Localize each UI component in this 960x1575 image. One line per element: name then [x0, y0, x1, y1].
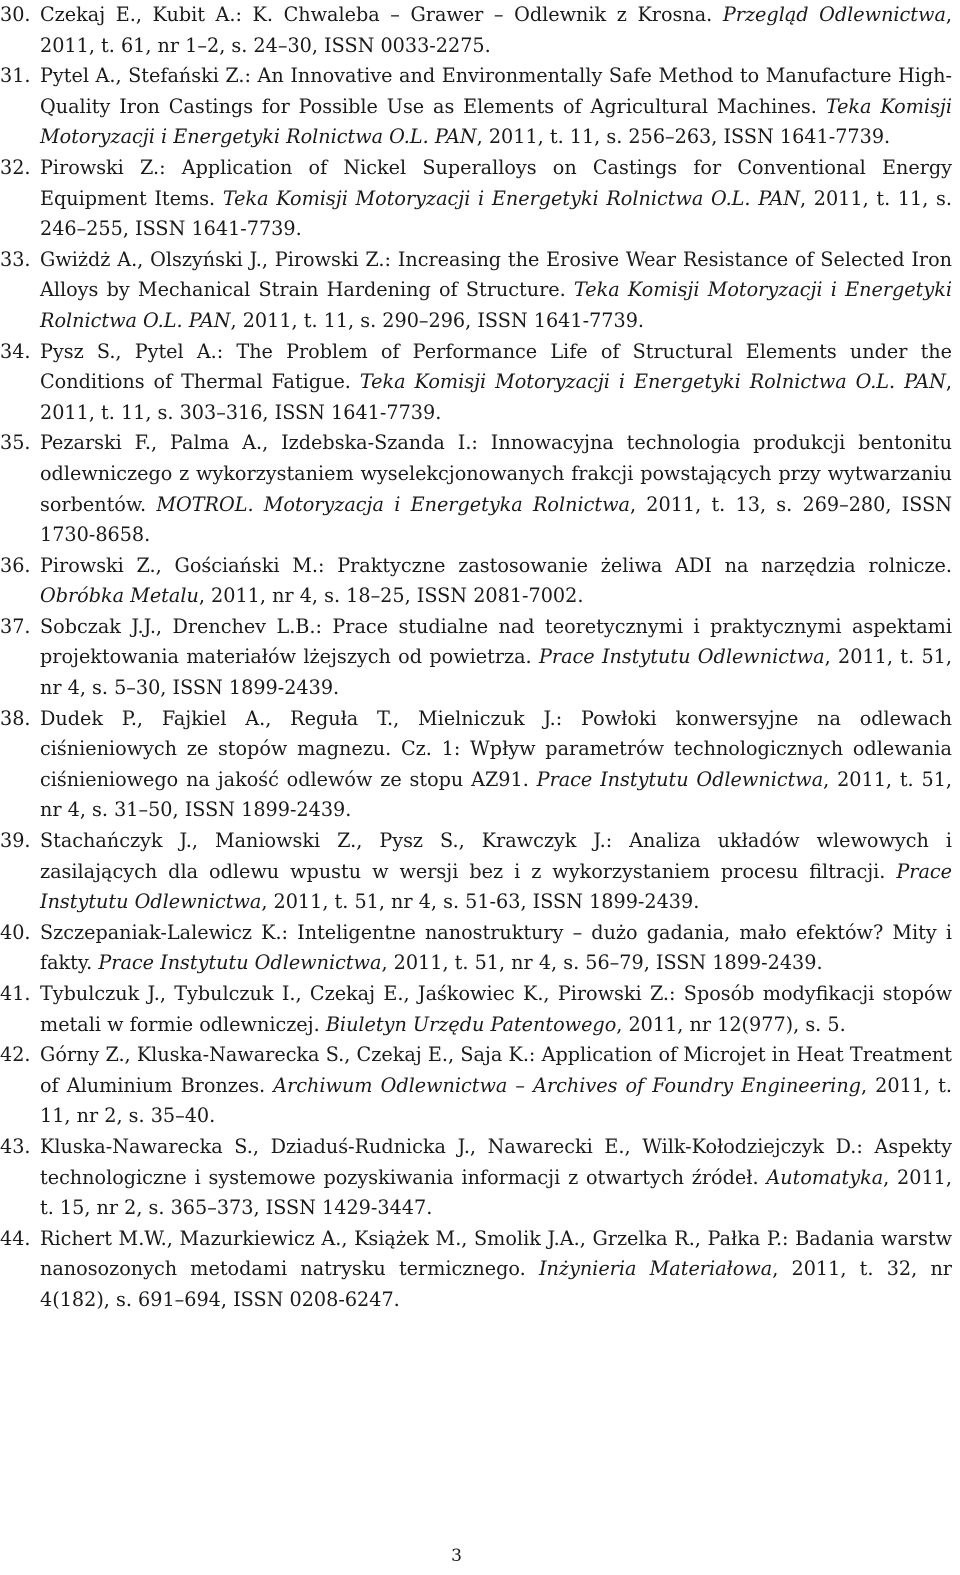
reference-details: , 2011, t. 11, s. 303–316, ISSN 1641-7739.: [40, 370, 952, 424]
reference-journal: Automatyka: [766, 1165, 884, 1189]
reference-item: [0, 551, 952, 612]
reference-number: 44.: [0, 1226, 31, 1250]
reference-details: , 2011, t. 11, s. 290–296, ISSN 1641-7739.: [230, 308, 644, 332]
reference-text: [40, 551, 952, 612]
reference-journal: Prace Instytutu Odlewnictwa: [40, 859, 953, 914]
reference-details: , 2011, t. 51, nr 4, s. 5–30, ISSN 1899-2439.: [40, 645, 952, 700]
reference-text: [40, 61, 952, 153]
reference-journal: Teka Komisji Motoryzacji i Energetyki Rolnictwa O.L. PAN: [222, 186, 800, 210]
reference-details: , 2011, t. 51, nr 4, s. 56–79, ISSN 1899-2439.: [381, 951, 823, 975]
reference-number: 43.: [0, 1134, 31, 1158]
reference-text: [40, 153, 952, 245]
reference-authors-title: Pytel A., Stefański Z.: An Innovative and Environmentally Safe Method to Manufacture High-Quality Iron Castings for Possible Use as Elements of Agricultural Machines.: [40, 64, 952, 118]
reference-item: [0, 1132, 952, 1224]
reference-authors-title: Gwiżdż A., Olszyński J., Pirowski Z.: Increasing the Erosive Wear Resistance of Selected Iron Alloys by Mechanical Strain Hardening of Structure.: [40, 247, 952, 302]
reference-authors-title: Sobczak J.J., Drenchev L.B.: Prace studialne nad teoretycznymi i praktycznymi aspektami projektowania materiałów lżejszych od powietrza.: [40, 614, 952, 669]
reference-text: [40, 918, 952, 979]
reference-number: 30.: [0, 3, 31, 26]
reference-number: 42.: [0, 1043, 31, 1067]
reference-authors-title: Pirowski Z., Gościański M.: Praktyczne zastosowanie żeliwa ADI na narzędzia rolnicze.: [40, 553, 952, 577]
reference-item: [0, 337, 952, 429]
reference-text: [40, 1224, 952, 1316]
reference-number: 39.: [0, 829, 31, 853]
reference-details: , 2011, t. 11, nr 2, s. 35–40.: [40, 1073, 952, 1128]
reference-item: [0, 918, 952, 979]
reference-authors-title: Tybulczuk J., Tybulczuk I., Czekaj E., Jaśkowiec K., Pirowski Z.: Sposób modyfikacji stopów metali w formie odlewniczej.: [40, 982, 952, 1036]
reference-details: , 2011, t. 13, s. 269–280, ISSN 1730-8658.: [40, 492, 953, 547]
reference-details: , 2011, nr 4, s. 18–25, ISSN 2081-7002.: [198, 584, 584, 608]
reference-item: [0, 245, 952, 337]
reference-item: [0, 0, 952, 61]
reference-journal: Biuletyn Urzędu Patentowego: [325, 1012, 617, 1036]
reference-authors-title: Czekaj E., Kubit A.: K. Chwaleba – Grawer – Odlewnik z Krosna.: [40, 3, 713, 26]
reference-number: 38.: [0, 706, 31, 730]
reference-item: [0, 1224, 952, 1316]
reference-details: , 2011, t. 11, s. 256–263, ISSN 1641-7739.: [476, 125, 891, 149]
reference-text: [40, 826, 952, 918]
reference-number: 36.: [0, 553, 31, 577]
reference-journal: Teka Komisji Motoryzacji i Energetyki Rolnictwa O.L. PAN: [359, 370, 946, 394]
reference-number: 34.: [0, 339, 31, 363]
reference-item: [0, 979, 952, 1040]
reference-text: [40, 337, 952, 429]
reference-details: , 2011, t. 11, s. 246–255, ISSN 1641-7739.: [40, 186, 952, 241]
reference-details: , 2011, t. 15, nr 2, s. 365–373, ISSN 1429-3447.: [40, 1165, 952, 1220]
reference-number: 35.: [0, 431, 31, 455]
reference-journal: Archiwum Odlewnictwa – Archives of Foundry Engineering: [273, 1073, 861, 1097]
reference-details: , 2011, t. 51, nr 4, s. 51-63, ISSN 1899-2439.: [261, 890, 700, 914]
reference-text: [40, 428, 952, 550]
reference-details: , 2011, t. 51, nr 4, s. 31–50, ISSN 1899-2439.: [40, 767, 952, 822]
reference-item: [0, 612, 952, 704]
reference-item: [0, 153, 952, 245]
reference-details: , 2011, nr 12(977), s. 5.: [616, 1012, 846, 1036]
reference-number: 41.: [0, 982, 31, 1005]
reference-authors-title: Górny Z., Kluska-Nawarecka S., Czekaj E., Saja K.: Application of Microjet in Heat Treatment of Aluminium Bronzes.: [40, 1043, 952, 1097]
reference-journal: Inżynieria Materiałowa: [538, 1257, 773, 1281]
reference-journal: Teka Komisji Motoryzacji i Energetyki Rolnictwa O.L. PAN: [40, 94, 952, 149]
reference-text: [40, 245, 952, 337]
reference-number: 33.: [0, 247, 31, 271]
reference-text: [40, 0, 952, 61]
reference-text: [40, 1040, 952, 1132]
reference-journal: MOTROL. Motoryzacja i Energetyka Rolnictwa: [156, 492, 630, 516]
reference-journal: Teka Komisji Motoryzacji i Energetyki Rolnictwa O.L. PAN: [40, 278, 952, 332]
reference-journal: Prace Instytutu Odlewnictwa: [539, 645, 825, 669]
reference-text: [40, 979, 952, 1040]
reference-journal: Obróbka Metalu: [40, 584, 199, 608]
reference-number: 37.: [0, 614, 31, 638]
reference-number: 31.: [0, 64, 31, 88]
reference-text: [40, 704, 952, 826]
reference-number: 40.: [0, 920, 31, 944]
reference-authors-title: Stachańczyk J., Maniowski Z., Pysz S., Krawczyk J.: Analiza układów wlewowych i zasilających dla odlewu wpustu w wersji bez i z wykorzystaniem procesu filtracji.: [40, 829, 952, 883]
reference-journal: Przegląd Odlewnictwa: [722, 3, 946, 26]
reference-item: [0, 704, 952, 826]
reference-item: [0, 1040, 952, 1132]
reference-journal: Prace Instytutu Odlewnictwa: [536, 767, 824, 791]
reference-item: [0, 826, 952, 918]
reference-text: [40, 612, 952, 704]
reference-number: 32.: [0, 155, 31, 179]
reference-authors-title: Dudek P., Fajkiel A., Reguła T., Mielniczuk J.: Powłoki konwersyjne na odlewach ciśnieniowych ze stopów magnezu. Cz. 1: Wpływ parametrów technologicznych odlewania ciśnieniowego na jakość odlewów ze stopu AZ91.: [40, 706, 952, 791]
reference-authors-title: Pezarski F., Palma A., Izdebska-Szanda I.: Innowacyjna technologia produkcji bentonitu odlewniczego z wykorzystaniem wyselekcjonowanych frakcji powstających przy wytwarzaniu sorbentów.: [40, 431, 952, 516]
reference-authors-title: Pirowski Z.: Application of Nickel Superalloys on Castings for Conventional Energy Equipment Items.: [40, 155, 952, 210]
reference-authors-title: Richert M.W., Mazurkiewicz A., Książek M., Smolik J.A., Grzelka R., Pałka P.: Badania warstw nanosozonych metodami natrysku termicznego.: [40, 1226, 952, 1281]
page-number: 3: [451, 1546, 462, 1566]
reference-item: [0, 428, 952, 550]
reference-authors-title: Pysz S., Pytel A.: The Problem of Performance Life of Structural Elements under the Conditions of Thermal Fatigue.: [40, 339, 952, 394]
reference-authors-title: Szczepaniak-Lalewicz K.: Inteligentne nanostruktury – dużo gadania, mało efektów? Mity i fakty.: [40, 920, 952, 975]
reference-text: [40, 1132, 952, 1224]
reference-authors-title: Kluska-Nawarecka S., Dziaduś-Rudnicka J., Nawarecki E., Wilk-Kołodziejczyk D.: Aspekty technologiczne i systemowe pozyskiwania informacji z otwartych źródeł.: [40, 1134, 952, 1189]
reference-journal: Prace Instytutu Odlewnictwa: [98, 951, 382, 975]
reference-item: [0, 61, 952, 153]
reference-details: , 2011, t. 32, nr 4(182), s. 691–694, ISSN 0208-6247.: [40, 1257, 952, 1311]
reference-details: , 2011, t. 61, nr 1–2, s. 24–30, ISSN 0033-2275.: [40, 3, 952, 57]
